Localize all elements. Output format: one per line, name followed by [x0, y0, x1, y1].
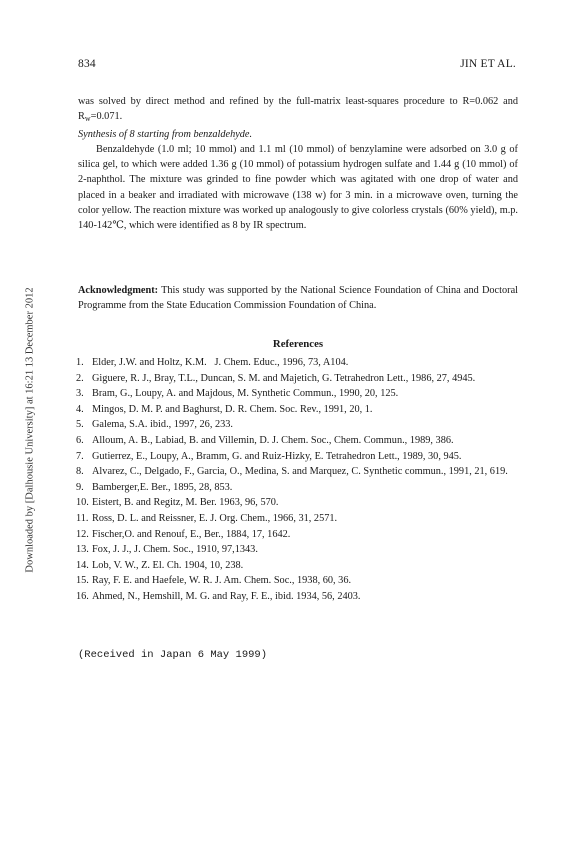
reference-number: 12.: [76, 528, 89, 540]
reference-item: [78, 433, 518, 449]
reference-text: Ross, D. L. and Reissner, E. J. Org. Chem., 1966, 31, 2571.: [92, 512, 338, 524]
reference-text: Lob, V. W., Z. El. Ch. 1904, 10, 238.: [92, 559, 244, 571]
reference-number: 7.: [76, 450, 84, 462]
paragraph-refinement: [78, 94, 518, 127]
reference-number: 10.: [76, 497, 89, 509]
reference-text: Bamberger,E. Ber., 1895, 28, 853.: [92, 481, 233, 493]
reference-item: [78, 355, 518, 371]
reference-number: 2.: [76, 372, 84, 384]
paragraph-refinement-text: was solved by direct method and refined by the full-matrix least-squares procedure to R=0.062 and R: [78, 96, 518, 123]
reference-number: 16.: [76, 590, 89, 602]
reference-item: [78, 386, 518, 402]
reference-number: 13.: [76, 544, 89, 556]
acknowledgment-text: This study was supported by the National Science Foundation of China and Doctoral Programme from the State Education Commission Foundation of China.: [78, 285, 518, 312]
reference-item: [78, 371, 518, 387]
reference-item: [78, 495, 518, 511]
reference-text: Galema, S.A. ibid., 1997, 26, 233.: [92, 419, 233, 431]
acknowledgment-label: Acknowledgment:: [78, 285, 159, 296]
references-list: [78, 355, 518, 605]
reference-item: [78, 558, 518, 574]
reference-item: [78, 464, 518, 480]
reference-text: Fox, J. J., J. Chem. Soc., 1910, 97,1343.: [92, 544, 258, 556]
reference-number: 14.: [76, 559, 89, 571]
references-title: References: [272, 338, 324, 350]
reference-number: 9.: [76, 481, 84, 493]
reference-text: Ray, F. E. and Haefele, W. R. J. Am. Chem. Soc., 1938, 60, 36.: [92, 575, 352, 587]
reference-number: 1.: [76, 357, 84, 368]
reference-item: [78, 542, 518, 558]
reference-text: Ahmed, N., Hemshill, M. G. and Ray, F. E., ibid. 1934, 56, 2403.: [92, 590, 361, 602]
reference-number: 4.: [76, 403, 84, 415]
reference-text: Fischer,O. and Renouf, E., Ber., 1884, 17, 1642.: [92, 528, 291, 540]
received-date: (Received in Japan 6 May 1999): [78, 649, 268, 661]
page-number: 834: [78, 58, 96, 70]
reference-item: [78, 589, 518, 605]
reference-number: 5.: [76, 419, 84, 431]
reference-text: Eistert, B. and Regitz, M. Ber. 1963, 96, 570.: [92, 497, 279, 509]
reference-item: [78, 511, 518, 527]
reference-number: 8.: [76, 466, 84, 478]
reference-number: 11.: [76, 512, 89, 524]
reference-item: [78, 417, 518, 433]
paragraph-synthesis: Benzaldehyde (1.0 ml; 10 mmol) and 1.1 ml (10 mmol) of benzylamine were adsorbed on 3.0 g of silica gel, to which were added 1.36 g (10 mmol) of potassium hydrogen sulfate and 1.44 g (10 mmol) of 2-naphthol. The mixture was grinded to fine powder which was agitated with one drop of water and placed in a beaker and irradiated with microwave (138 w) for 3 min. in a microwave oven, turning the color yellow. The reaction mixture was worked up analogously to give colorless crystals (60% yield), m.p. 140-142℃, which were identified as 8 by IR spectrum.: [78, 143, 518, 232]
reference-number: 6.: [76, 434, 84, 446]
reference-text: Alloum, A. B., Labiad, B. and Villemin, D. J. Chem. Soc., Chem. Commun., 1989, 386.: [92, 434, 454, 446]
reference-item: [78, 480, 518, 496]
section-heading: Synthesis of 8 starting from benzaldehyde.: [78, 128, 253, 140]
reference-text: Alvarez, C., Delgado, F., Garcia, O., Medina, S. and Marquez, C. Synthetic commun., 1991, 21, 619.: [92, 466, 508, 478]
paragraph-refinement-end: =0.071.: [90, 111, 123, 123]
reference-number: 15.: [76, 575, 89, 587]
running-head: JIN ET AL.: [460, 58, 516, 70]
reference-text: Elder, J.W. and Holtz, K.M. J. Chem. Educ., 1996, 73, A104.: [92, 357, 349, 368]
acknowledgment: [78, 283, 518, 314]
r-subscript: w: [84, 114, 91, 124]
reference-number: 3.: [76, 388, 84, 400]
reference-item: [78, 402, 518, 418]
reference-text: Mingos, D. M. P. and Baghurst, D. R. Chem. Soc. Rev., 1991, 20, 1.: [92, 403, 373, 415]
download-watermark: Downloaded by [Dalhousie University] at 16:21 13 December 2012: [24, 287, 36, 573]
reference-item: [78, 449, 518, 465]
reference-text: Gutierrez, E., Loupy, A., Bramm, G. and Ruiz-Hizky, E. Tetrahedron Lett., 1989, 30, 945.: [92, 450, 462, 462]
reference-text: Giguere, R. J., Bray, T.L., Duncan, S. M. and Majetich, G. Tetrahedron Lett., 1986, 27, 4945.: [92, 372, 476, 384]
reference-text: Bram, G., Loupy, A. and Majdous, M. Synthetic Commun., 1990, 20, 125.: [92, 388, 399, 400]
body-text: [78, 94, 518, 234]
reference-item: [78, 573, 518, 589]
reference-item: [78, 527, 518, 543]
